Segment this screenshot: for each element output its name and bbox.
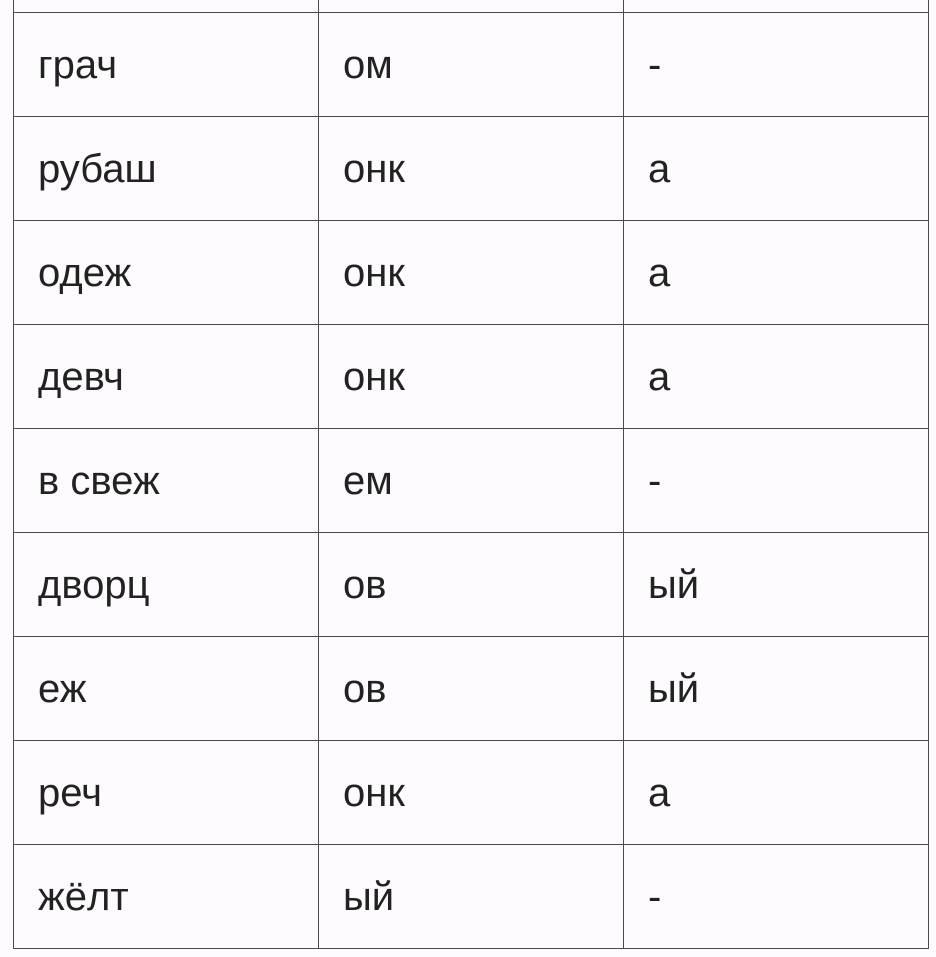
table-row (14, 13, 929, 117)
table-row (14, 117, 929, 221)
table-cell-suffix: онк (319, 221, 624, 325)
table-cell-ending: а (624, 741, 929, 845)
table-cell-suffix: ов (319, 533, 624, 637)
table-cell-ending: - (624, 429, 929, 533)
table-cell-suffix: онк (319, 325, 624, 429)
table-row (14, 533, 929, 637)
table-cell-root: жёлт (14, 845, 319, 949)
table-cell-suffix (319, 0, 624, 13)
table-cell-ending: ый (624, 533, 929, 637)
table-row (14, 637, 929, 741)
table-row (14, 0, 929, 13)
table-row (14, 221, 929, 325)
table-row (14, 429, 929, 533)
table-cell-ending: а (624, 221, 929, 325)
table-cell-root (14, 0, 319, 13)
table-cell-root: в свеж (14, 429, 319, 533)
table-cell-root: одеж (14, 221, 319, 325)
table-cell-ending: - (624, 13, 929, 117)
table-cell-ending: а (624, 117, 929, 221)
table-cell-suffix: ов (319, 637, 624, 741)
table-cell-suffix: онк (319, 117, 624, 221)
table-cell-root: рубаш (14, 117, 319, 221)
word-parts-table (13, 0, 929, 949)
table-cell-ending: а (624, 325, 929, 429)
table-cell-root: девч (14, 325, 319, 429)
table-cell-ending (624, 0, 929, 13)
table-cell-root: еж (14, 637, 319, 741)
table-cell-suffix: ый (319, 845, 624, 949)
table-row (14, 325, 929, 429)
table-cell-suffix: онк (319, 741, 624, 845)
table-cell-root: грач (14, 13, 319, 117)
table-row (14, 741, 929, 845)
table-cell-ending: - (624, 845, 929, 949)
table-cell-suffix: ом (319, 13, 624, 117)
table-cell-root: дворц (14, 533, 319, 637)
table-row (14, 845, 929, 949)
table-cell-suffix: ем (319, 429, 624, 533)
table-cell-root: реч (14, 741, 319, 845)
table-cell-ending: ый (624, 637, 929, 741)
